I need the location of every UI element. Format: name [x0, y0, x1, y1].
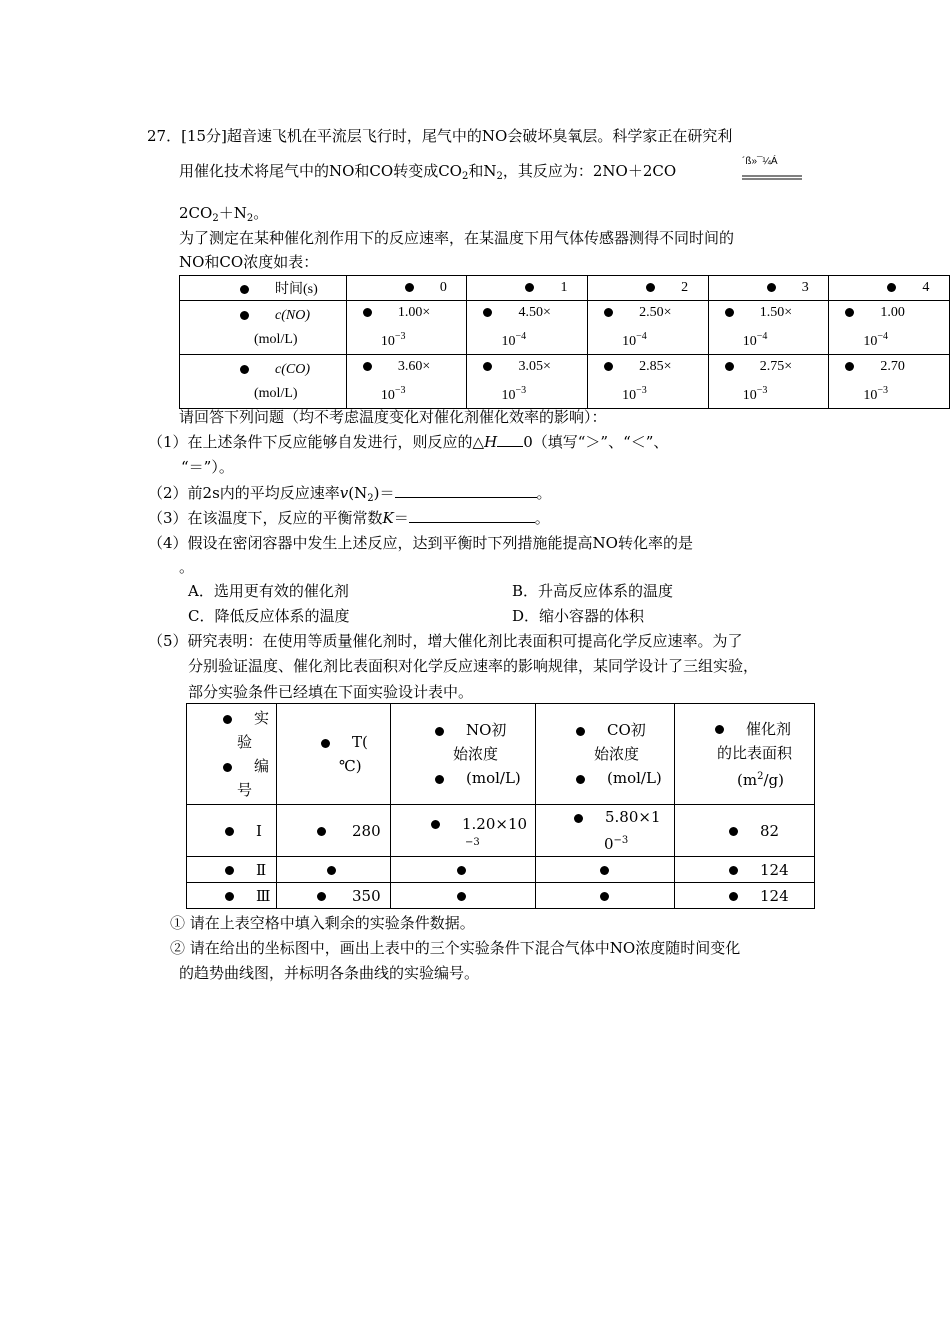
co-row-label: c(CO) (mol/L): [180, 355, 347, 409]
question-27-line4: 为了测定在某种催化剂作用下的反应速率，在某温度下用气体传感器测得不同时间的: [179, 229, 735, 247]
no-conc-header: NO初 始浓度 (mol/L): [391, 704, 536, 805]
no-cell: 4.50× $10^{-4}$: [467, 301, 588, 355]
experiment-design-table: [186, 703, 815, 909]
exp-id-cell: Ⅲ: [187, 883, 277, 909]
time-cell: 0: [346, 276, 467, 301]
reaction-arrow: ´ß»¯¼Á: [742, 156, 804, 188]
co-conc-cell: [536, 883, 675, 909]
option-c: C．降低反应体系的温度: [188, 607, 350, 625]
option-d: D．缩小容器的体积: [512, 607, 645, 625]
co-cell: 2.85× $10^{-3}$: [588, 355, 709, 409]
co-cell: 2.70 $10^{-3}$: [829, 355, 950, 409]
no-cell: 1.50× $10^{-4}$: [708, 301, 829, 355]
exp-id-cell: Ⅱ: [187, 857, 277, 883]
co-conc-header: CO初 始浓度 (mol/L): [536, 704, 675, 805]
question-3: （3）在该温度下，反应的平衡常数K＝ 。: [148, 509, 550, 527]
question-1: （1）在上述条件下反应能够自发进行，则反应的△H 0（填写“＞”、“＜”、: [148, 433, 669, 451]
note-2: ② 请在给出的坐标图中，画出上表中的三个实验条件下混合气体中NO浓度随时间变化: [170, 939, 741, 957]
temperature-cell: 280: [277, 805, 391, 857]
no-cell: 2.50× $10^{-4}$: [588, 301, 709, 355]
question-27-line3: $2CO_2+N_2$。: [179, 204, 269, 224]
time-cell: 2: [588, 276, 709, 301]
no-conc-cell: [391, 883, 536, 909]
time-cell: 4: [829, 276, 950, 301]
co-cell: 3.05× $10^{-3}$: [467, 355, 588, 409]
surface-area-header: 催化剂 的比表面积 $(m^2/g)$: [675, 704, 815, 805]
option-b: B．升高反应体系的温度: [512, 582, 674, 600]
option-a: A．选用更有效的催化剂: [188, 582, 349, 600]
arrow-icon: [742, 174, 804, 180]
question-1-cont: “＝”）。: [181, 458, 234, 476]
question-4: （4）假设在密闭容器中发生上述反应，达到平衡时下列措施能提高NO转化率的是: [148, 534, 693, 552]
question-27-line1: 27．[15分]超音速飞机在平流层飞行时，尾气中的NO会破坏臭氧层。科学家正在研究利: [147, 127, 733, 145]
question-27-line2: 用催化技术将尾气中的NO和CO转变成$CO_2$和$N_2$，其反应为：2NO＋2CO: [179, 162, 677, 182]
no-row-label: c(NO) (mol/L): [180, 301, 347, 355]
co-conc-cell: [536, 857, 675, 883]
time-cell: 1: [467, 276, 588, 301]
no-cell: 1.00 $10^{-4}$: [829, 301, 950, 355]
questions-prompt: 请回答下列问题（均不考虑温度变化对催化剂催化效率的影响）：: [179, 408, 607, 426]
no-cell: 1.00× $10^{-3}$: [346, 301, 467, 355]
no-conc-cell: 1.20×10 −3: [391, 805, 536, 857]
question-2: （2）前2s内的平均反应速率$v(N_2)=$ 。: [148, 484, 552, 504]
surface-area-cell: 82: [675, 805, 815, 857]
surface-area-cell: 124: [675, 883, 815, 909]
surface-area-cell: 124: [675, 857, 815, 883]
answer-blank-3: [409, 522, 535, 523]
exp-id-header: 实 验 编 号: [187, 704, 277, 805]
concentration-table: [179, 275, 950, 409]
question-5-line3: 部分实验条件已经填在下面实验设计表中。: [188, 683, 474, 701]
co-cell: 2.75× $10^{-3}$: [708, 355, 829, 409]
exp-id-cell: Ⅰ: [187, 805, 277, 857]
time-cell: 3: [708, 276, 829, 301]
temperature-cell: 350: [277, 883, 391, 909]
temperature-header: T( ℃): [277, 704, 391, 805]
question-27-line5: NO和CO浓度如表：: [179, 253, 319, 271]
question-4-cont: 。: [179, 558, 195, 576]
note-2-cont: 的趋势曲线图，并标明各条曲线的实验编号。: [179, 964, 480, 982]
temperature-cell: [277, 857, 391, 883]
question-5-line1: （5）研究表明：在使用等质量催化剂时，增大催化剂比表面积可提高化学反应速率。为了: [148, 632, 743, 650]
time-header: 时间(s): [180, 276, 347, 301]
no-conc-cell: [391, 857, 536, 883]
question-5-line2: 分别验证温度、催化剂比表面积对化学反应速率的影响规律，某同学设计了三组实验，: [188, 657, 759, 675]
co-conc-cell: 5.80×1 $0^{-3}$: [536, 805, 675, 857]
note-1: ① 请在上表空格中填入剩余的实验条件数据。: [170, 914, 475, 932]
answer-blank-2: [395, 497, 537, 498]
co-cell: 3.60× $10^{-3}$: [346, 355, 467, 409]
